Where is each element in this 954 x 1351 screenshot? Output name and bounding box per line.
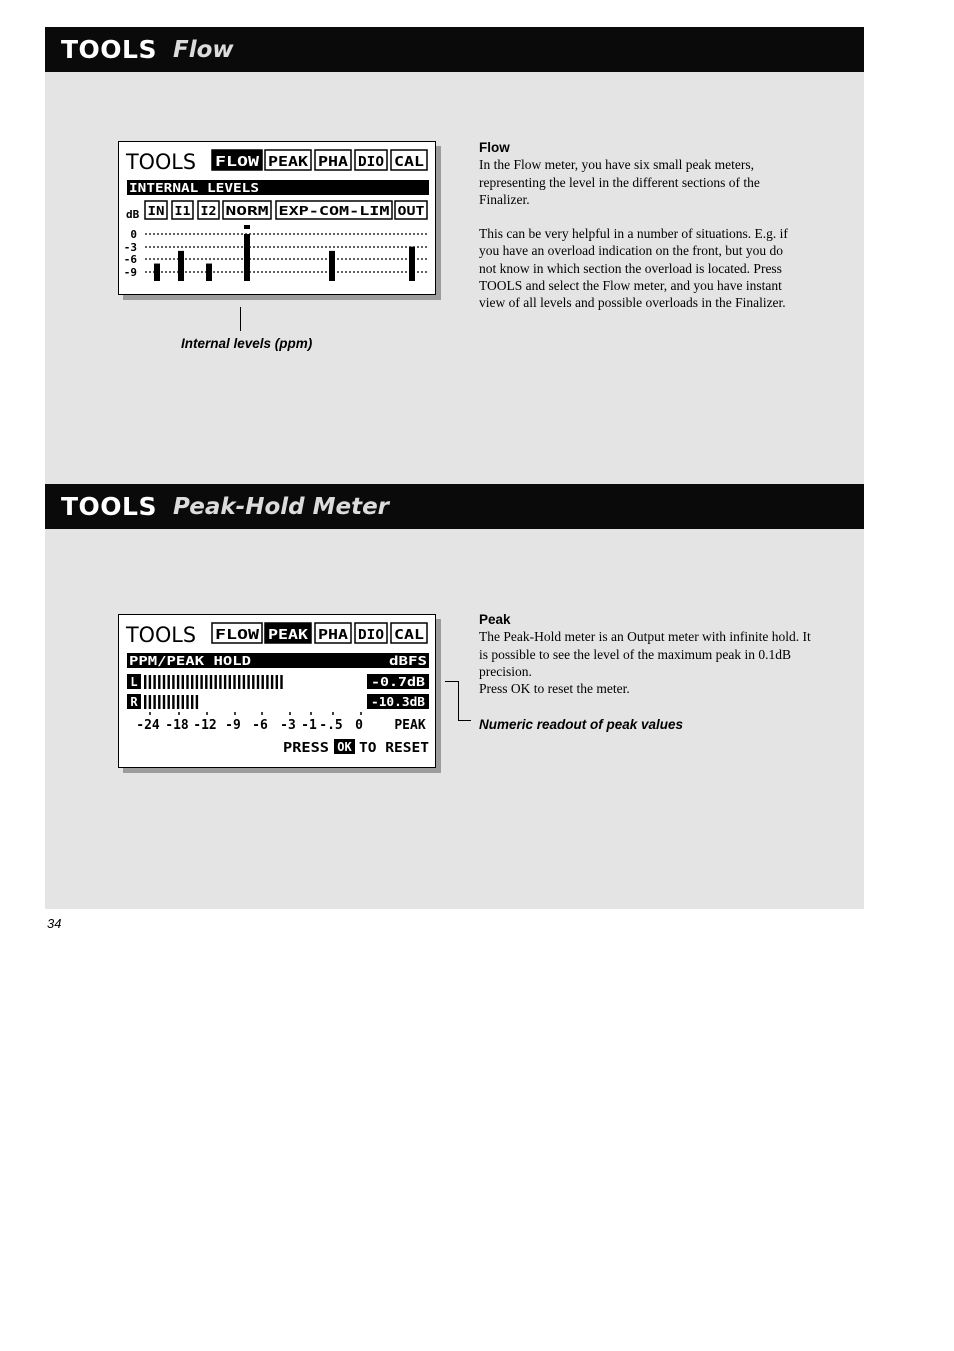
lcd-meter-segment [153, 695, 155, 709]
lcd-peak-readout: -10.3dB [371, 695, 425, 709]
lcd-meter-segment [257, 675, 259, 689]
header-title: TOOLS [61, 35, 157, 64]
lcd-section-label: I1 [174, 204, 191, 218]
lcd-reset-suffix: TO RESET [359, 741, 430, 756]
lcd-meter-segment [210, 675, 212, 689]
lcd-scale-label: PEAK [394, 718, 426, 733]
lcd-meter-segment [252, 675, 254, 689]
header-subtitle: Peak-Hold Meter [173, 493, 390, 520]
flow-desc-paragraph-2: This can be very helpful in a number of situations. E.g. if you have an overload indication on the front, but you do not know in which section the overload is located. Press TOOLS and select the Flow meter, and you have instant view of all levels and possible overloads in the Finalizer. [479, 226, 788, 311]
lcd-meter-segment [158, 675, 160, 689]
lcd-meter-segment [243, 675, 245, 689]
lcd-scale-label: -9 [123, 266, 137, 279]
lcd-bar-label: PPM/PEAK HOLD [129, 654, 251, 668]
lcd-scale-label: -6 [123, 253, 137, 266]
peak-desc-paragraph-2: Press OK to reset the meter. [479, 681, 630, 697]
lcd-tab-flow: FLOW [215, 155, 260, 170]
lcd-meter-segment [172, 675, 174, 689]
lcd-tab-pha: PHA [318, 155, 349, 170]
lcd-tab-cal: CAL [394, 155, 425, 170]
lcd-meter-segment [149, 695, 151, 709]
lcd-tab-dio: DIO [358, 628, 385, 643]
lcd-meter-segment [196, 695, 198, 709]
lcd-scale-label: -18 [165, 718, 189, 733]
lcd-scale-label: -6 [252, 718, 268, 733]
lcd-tab-cal: CAL [394, 628, 425, 643]
flow-lcd-screen [119, 142, 435, 294]
lcd-meter-segment [182, 695, 184, 709]
lcd-meter-segment [205, 675, 207, 689]
lcd-meter-segment [266, 675, 268, 689]
lcd-ok-key: OK [337, 740, 352, 754]
header-title: TOOLS [61, 492, 157, 521]
lcd-peak-readout: -0.7dB [371, 675, 425, 689]
lcd-meter-segment [177, 675, 179, 689]
lcd-meter-segment [247, 675, 249, 689]
lcd-scale-label: -3 [280, 718, 296, 733]
lcd-scale-label: -.5 [319, 718, 343, 733]
lcd-meter-segment [177, 695, 179, 709]
lcd-title: TOOLS [125, 150, 196, 174]
lcd-meter-segment [163, 675, 165, 689]
lcd-meter-segment [233, 675, 235, 689]
flow-desc-paragraph-1: In the Flow meter, you have six small peak meters, representing the level in the different sections of the Finalizer. [479, 157, 760, 207]
lcd-meter-segment [149, 675, 151, 689]
lcd-meter-segment [158, 695, 160, 709]
lcd-level-bar [409, 247, 415, 281]
caption-leader-line [240, 307, 241, 331]
peak-caption: Numeric readout of peak values [479, 717, 684, 732]
lcd-meter-segment [276, 675, 278, 689]
header-subtitle: Flow [173, 36, 234, 63]
callout-bracket [445, 681, 459, 721]
lcd-section-label: NORM [225, 204, 269, 218]
lcd-meter-segment [262, 675, 264, 689]
lcd-meter-segment [168, 695, 170, 709]
lcd-meter-segment [224, 675, 226, 689]
lcd-reset-prefix: PRESS [283, 741, 330, 756]
lcd-meter-segment [172, 695, 174, 709]
lcd-meter-segment [186, 675, 188, 689]
lcd-channel-label: L [130, 675, 138, 689]
lcd-channel-label: R [130, 695, 138, 709]
flow-desc-title: Flow [479, 140, 510, 155]
lcd-meter-segment [280, 675, 282, 689]
lcd-scale-label: -12 [193, 718, 217, 733]
callout-leader-line [459, 720, 471, 721]
lcd-level-bar [154, 264, 160, 281]
page-number: 34 [47, 916, 62, 931]
lcd-bar-label: INTERNAL LEVELS [129, 181, 259, 195]
lcd-meter-segment [144, 675, 146, 689]
lcd-meter-segment [191, 675, 193, 689]
lcd-meter-segment [238, 675, 240, 689]
lcd-meter-segment [168, 675, 170, 689]
lcd-tab-pha: PHA [318, 628, 349, 643]
lcd-scale-label: -9 [225, 718, 241, 733]
lcd-scale-label: -1 [301, 718, 317, 733]
lcd-meter-segment [229, 675, 231, 689]
lcd-tab-flow: FLOW [215, 628, 260, 643]
lcd-level-bar [244, 234, 250, 281]
lcd-tab-dio: DIO [358, 155, 385, 170]
peak-lcd-screen [119, 615, 435, 767]
lcd-meter-segment [196, 675, 198, 689]
peak-desc-title: Peak [479, 612, 511, 627]
lcd-meter-segment [219, 675, 221, 689]
lcd-level-bar [178, 251, 184, 281]
flow-lcd-display [118, 141, 436, 295]
lcd-meter-segment [144, 695, 146, 709]
peak-description [479, 611, 819, 697]
lcd-meter-segment [215, 675, 217, 689]
lcd-meter-segment [191, 695, 193, 709]
lcd-section-label: OUT [397, 204, 425, 218]
lcd-section-label: I2 [200, 204, 217, 218]
lcd-tab-peak: PEAK [268, 155, 309, 170]
lcd-title: TOOLS [125, 623, 196, 647]
lcd-meter-segment [163, 695, 165, 709]
lcd-meter-segment [182, 675, 184, 689]
section-header-flow [45, 27, 864, 72]
lcd-peak-hold-marker [244, 225, 250, 229]
lcd-meter-segment [186, 695, 188, 709]
lcd-scale-label: 0 [355, 718, 363, 733]
lcd-scale-label: -3 [123, 241, 137, 254]
lcd-scale-label: -24 [136, 718, 160, 733]
lcd-section-label: EXP-COM-LIM [278, 204, 390, 218]
section-header-peak [45, 484, 864, 529]
lcd-meter-segment [271, 675, 273, 689]
lcd-bar-unit: dBFS [389, 654, 427, 668]
lcd-section-label: IN [147, 204, 165, 218]
lcd-level-bar [206, 264, 212, 281]
peak-lcd-display [118, 614, 436, 768]
peak-desc-paragraph-1: The Peak-Hold meter is an Output meter with infinite hold. It is possible to see the level of the maximum peak in 0.1dB precision. [479, 629, 811, 679]
lcd-db-label: dB [126, 208, 140, 221]
flow-description [479, 139, 789, 312]
lcd-meter-segment [153, 675, 155, 689]
lcd-scale-label: 0 [130, 228, 137, 241]
lcd-level-bar [329, 251, 335, 281]
lcd-meter-segment [200, 675, 202, 689]
flow-caption: Internal levels (ppm) [181, 336, 313, 351]
lcd-tab-peak: PEAK [268, 628, 309, 643]
